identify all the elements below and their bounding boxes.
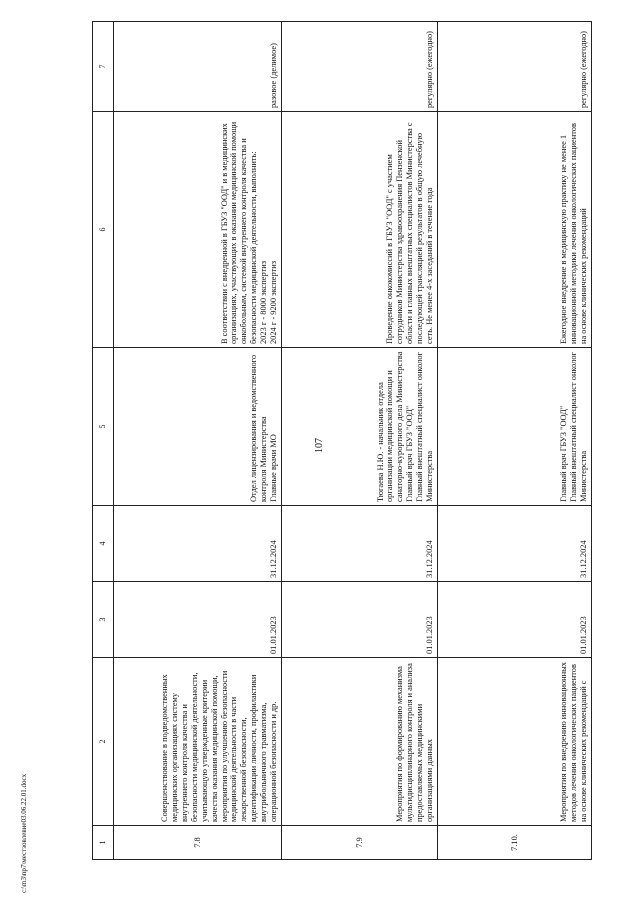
start-date-cell: 01.01.2023 bbox=[114, 582, 282, 658]
start-date-cell: 01.01.2023 bbox=[282, 582, 438, 658]
table-row bbox=[438, 22, 592, 860]
column-header: 5 bbox=[93, 348, 114, 506]
column-header: 1 bbox=[93, 826, 114, 860]
table-row bbox=[114, 22, 282, 860]
activity-cell: Мероприятия по формированию механизма мультидисциплинарного контроля и анализа предоставляемых медицинскими организациями данных bbox=[282, 658, 438, 826]
responsible-cell: Тюгаева Н.Ю. - начальник отдела организации медицинской помощи и санаторно-курортного дела Министерства Главный врач ГБУЗ "ООД" Главный внештатный специалист онколог Министерства bbox=[282, 348, 438, 506]
result-cell: Проведение онкокомиссий в ГБУЗ "ООД" с участием сотрудников Министерства здравоохранения Пензенской области и главных внештатных специалистов Министерства с последующей трансляцией результатов в общую лечебную сеть. Не менее 4-х заседаний в течение года bbox=[282, 112, 438, 348]
table-row bbox=[282, 22, 438, 860]
period-cell: разовое (делимое) bbox=[114, 22, 282, 112]
row-number: 7.9 bbox=[282, 826, 438, 860]
start-date-cell: 01.01.2023 bbox=[438, 582, 592, 658]
responsible-cell: Отдел лицензирования и ведомственного контроля Министерства Главные врачи МО bbox=[114, 348, 282, 506]
activity-cell: Совершенствование в подведомственных медицинских организациях систему внутреннего контроля качества и безопасности медицинской деятельности, учитывающую утвержденные критерии качества оказания медицинской помощи, мероприятия по улучшению безопасности медицинской деятельности в части лекарственной безопасности, идентификации личности, профилактики внутрибольничного травматизма, операционной безопасности и др. bbox=[114, 658, 282, 826]
period-cell: регулярно (ежегодно) bbox=[282, 22, 438, 112]
page-number: 107 bbox=[314, 438, 325, 453]
column-header: 4 bbox=[93, 506, 114, 582]
responsible-cell: Главный врач ГБУЗ "ООД" Главный внештатный специалист онколог Министерства bbox=[438, 348, 592, 506]
end-date-cell: 31.12.2024 bbox=[114, 506, 282, 582]
header-row bbox=[93, 22, 114, 860]
column-header: 6 bbox=[93, 112, 114, 348]
result-cell: В соответствии с внедренной в ГБУЗ "ООД" и в медицинских организациях, участвующих в оказании медицинской помощи онкобольным, системой внутреннего контроля качества и безопасности медицинской деятельности, выполнить: 2023 г - 8000 экспертиз 2024 г - 9200 экспертиз bbox=[114, 112, 282, 348]
period-cell: регулярно (ежегодно) bbox=[438, 22, 592, 112]
column-header: 7 bbox=[93, 22, 114, 112]
plan-table bbox=[92, 21, 592, 860]
end-date-cell: 31.12.2024 bbox=[438, 506, 592, 582]
row-number: 7.10. bbox=[438, 826, 592, 860]
column-header: 3 bbox=[93, 582, 114, 658]
column-header: 2 bbox=[93, 658, 114, 826]
result-cell: Ежегодное внедрение в медицинскую практику не менее 1 инновационной методики лечения онкологических пациентов на основе клинических рекомендаций bbox=[438, 112, 592, 348]
rotated-table-container bbox=[92, 22, 589, 860]
footer-file-path: c:\m3\np7\местзовлевие03.06.22.01.docx bbox=[20, 773, 28, 893]
activity-cell: Мероприятия по внедрению инновационных методов лечения онкологических пациентов на основе клинических рекомендаций с bbox=[438, 658, 592, 826]
end-date-cell: 31.12.2024 bbox=[282, 506, 438, 582]
row-number: 7.8 bbox=[114, 826, 282, 860]
